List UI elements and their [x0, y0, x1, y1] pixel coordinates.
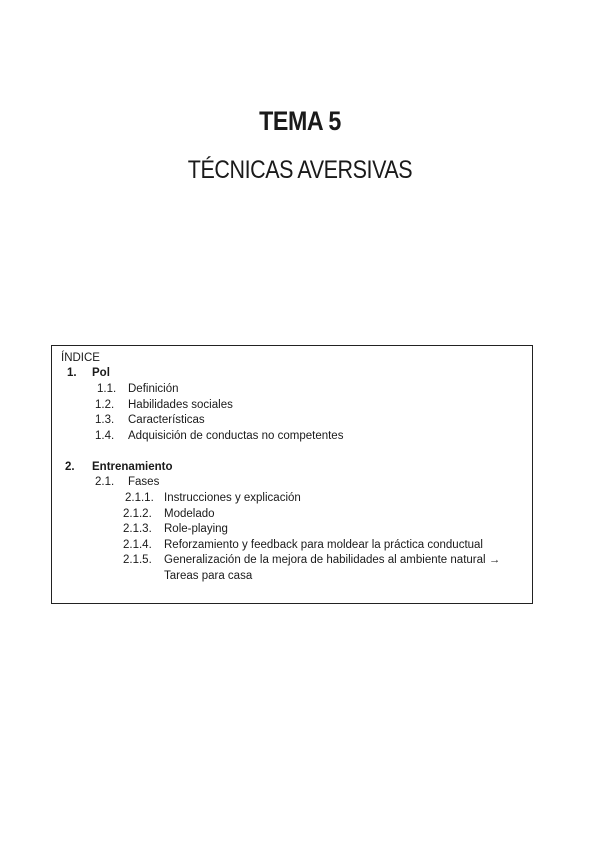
item-number: 1.2. — [95, 399, 115, 411]
section-title: Pol — [92, 367, 110, 379]
item-text: Habilidades sociales — [128, 399, 233, 411]
subitem-number: 2.1.3. — [123, 523, 152, 535]
document-title: TEMA 5 — [259, 106, 341, 136]
item-number: 1.1. — [97, 383, 117, 395]
item-number: 2.1. — [95, 476, 115, 488]
subitem-text: Instrucciones y explicación — [164, 492, 301, 504]
subitem-number: 2.1.5. — [123, 554, 152, 566]
section-title: Entrenamiento — [92, 461, 173, 473]
subitem-text: Generalización de la mejora de habilidades al ambiente natural → — [164, 554, 501, 566]
subitem-number: 2.1.4. — [123, 539, 152, 551]
section-number: 2. — [65, 461, 75, 473]
index-heading: ÍNDICE — [61, 352, 100, 364]
item-text: Características — [128, 414, 205, 426]
subitem-text: Role-playing — [164, 523, 228, 535]
subitem-text: Modelado — [164, 508, 215, 520]
item-text: Adquisición de conductas no competentes — [128, 430, 344, 442]
subitem-number: 2.1.1. — [125, 492, 154, 504]
section-number: 1. — [67, 367, 77, 379]
subitem-text-continued: Tareas para casa — [164, 570, 253, 582]
table-of-contents — [51, 345, 533, 604]
subitem-number: 2.1.2. — [123, 508, 152, 520]
document-subtitle: TÉCNICAS AVERSIVAS — [187, 156, 413, 184]
item-text: Fases — [128, 476, 160, 488]
item-text: Definición — [128, 383, 179, 395]
item-number: 1.4. — [95, 430, 115, 442]
item-number: 1.3. — [95, 414, 115, 426]
subitem-text: Reforzamiento y feedback para moldear la práctica conductual — [164, 539, 483, 551]
